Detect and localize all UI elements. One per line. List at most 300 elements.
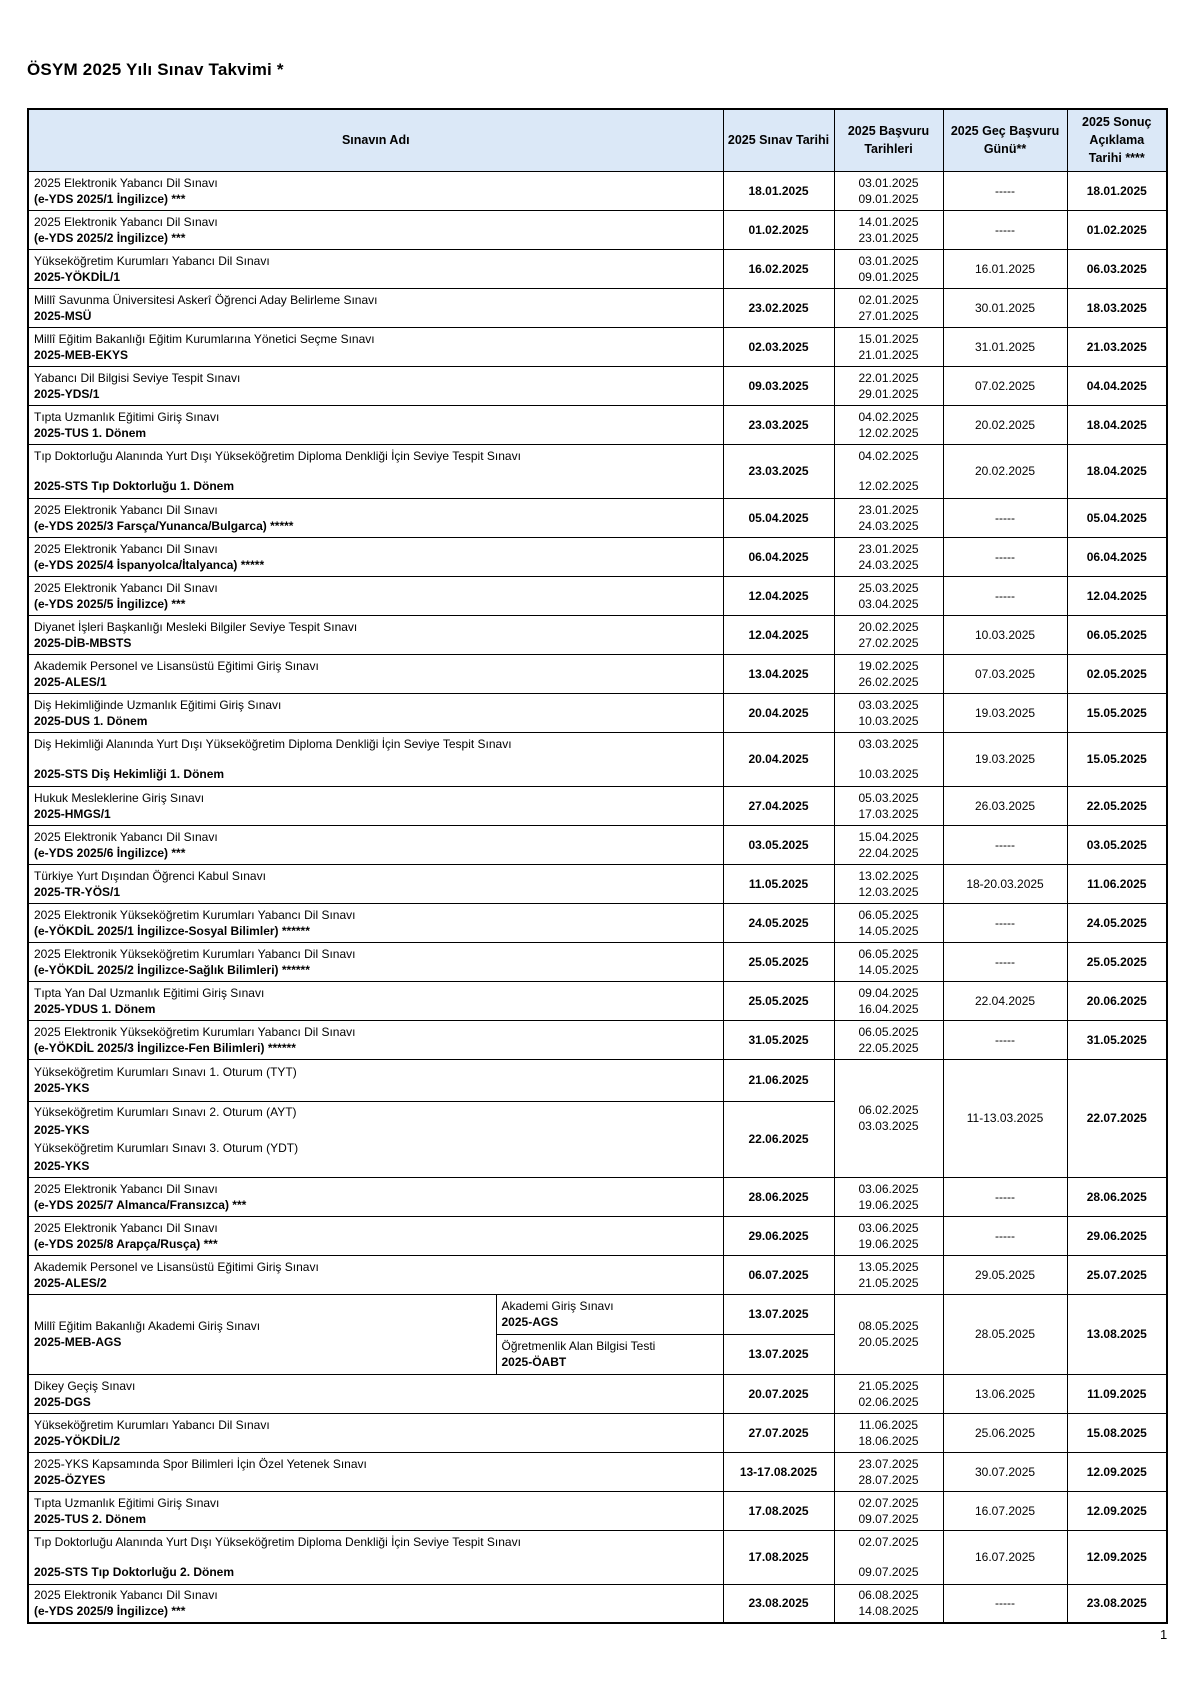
- exam-date-cell-value: 13.04.2025: [748, 666, 809, 681]
- result-date-cell: [1067, 1177, 1167, 1216]
- late-application-cell: [943, 537, 1067, 576]
- application-dates-content: [839, 370, 939, 402]
- application-date-line: 23.01.2025: [858, 502, 919, 517]
- exam-date-cell-value: 17.08.2025: [748, 1550, 809, 1564]
- application-dates-content: [839, 790, 939, 822]
- application-dates-cell: [834, 1255, 943, 1294]
- exam-name-cell: [28, 1491, 723, 1530]
- result-date-cell-value: 18.04.2025: [1086, 417, 1147, 432]
- application-dates-content: [839, 175, 939, 207]
- exam-name-line: 2025-YDS/1: [34, 386, 100, 401]
- exam-name-line: 2025-ALES/1: [34, 674, 107, 689]
- exam-name-cell: [28, 1413, 723, 1452]
- late-application-cell-value: 18-20.03.2025: [966, 876, 1044, 891]
- exam-name-content: [34, 1103, 719, 1175]
- application-dates-cell: [834, 1584, 943, 1623]
- application-date-line: 03.04.2025: [858, 596, 919, 611]
- application-date-line: 28.07.2025: [858, 1472, 919, 1487]
- exam-name-line: 2025-DGS: [34, 1394, 91, 1409]
- application-date-line: 23.01.2025: [858, 230, 919, 245]
- late-application-cell-value: 20.02.2025: [974, 417, 1036, 432]
- exam-name-line: (e-YÖKDİL 2025/1 İngilizce-Sosyal Bilimler) ******: [34, 923, 310, 938]
- result-date-cell: [1067, 1530, 1167, 1584]
- exam-date-cell-value: 03.05.2025: [748, 837, 809, 852]
- application-dates-content: [839, 580, 939, 612]
- late-application-cell-value: -----: [995, 954, 1015, 969]
- exam-name-cell: [28, 498, 723, 537]
- exam-date-cell-value: 01.02.2025: [748, 222, 809, 237]
- exam-name-cell: [28, 786, 723, 825]
- exam-row: [28, 171, 1167, 210]
- exam-name-line: Yükseköğretim Kurumları Yabancı Dil Sınavı: [34, 253, 270, 268]
- application-dates-content: [839, 736, 939, 782]
- late-application-cell-value: -----: [995, 837, 1015, 852]
- result-date-cell-value: 18.01.2025: [1086, 183, 1147, 198]
- exam-row: [28, 1294, 1167, 1334]
- exam-name-line: Yükseköğretim Kurumları Yabancı Dil Sınavı: [34, 1417, 270, 1432]
- exam-date-cell-value: 13.07.2025: [748, 1347, 809, 1361]
- exam-row: [28, 288, 1167, 327]
- result-date-cell-value: 12.09.2025: [1086, 1464, 1147, 1479]
- exam-date-cell: [723, 366, 834, 405]
- application-date-line: 09.01.2025: [858, 269, 919, 284]
- exam-date-cell-value: 25.05.2025: [748, 954, 809, 969]
- exam-name-content: [34, 946, 719, 978]
- late-application-cell-value: -----: [995, 1189, 1015, 1204]
- result-date-cell-value: 03.05.2025: [1086, 837, 1147, 852]
- application-dates-content: [839, 1259, 939, 1291]
- late-application-cell: [943, 405, 1067, 444]
- application-dates-content: [839, 697, 939, 729]
- exam-name-cell: [28, 537, 723, 576]
- application-dates-content: [839, 1024, 939, 1056]
- result-date-cell-value: 25.07.2025: [1086, 1267, 1147, 1282]
- late-application-cell: [943, 1452, 1067, 1491]
- exam-name-cell: [28, 981, 723, 1020]
- application-dates-cell: [834, 1177, 943, 1216]
- exam-date-cell: [723, 615, 834, 654]
- exam-row: [28, 825, 1167, 864]
- result-date-cell-value: 22.05.2025: [1086, 798, 1147, 813]
- late-application-cell-value: 10.03.2025: [974, 627, 1036, 642]
- result-date-cell-value: 24.05.2025: [1086, 915, 1147, 930]
- exam-name-content: [34, 292, 719, 324]
- result-date-cell: [1067, 1491, 1167, 1530]
- application-date-line: 06.08.2025: [858, 1588, 919, 1603]
- exam-date-cell: [723, 1177, 834, 1216]
- exam-name-content: [34, 1181, 719, 1213]
- result-date-cell: [1067, 210, 1167, 249]
- exam-name-line: 2025 Elektronik Yabancı Dil Sınavı: [34, 502, 218, 517]
- exam-name-content: [34, 790, 719, 822]
- exam-name-main-cell: [28, 1294, 496, 1374]
- exam-name-line: 2025-YKS Kapsamında Spor Bilimleri İçin Özel Yetenek Sınavı: [34, 1456, 367, 1471]
- exam-name-line: 2025-YKS: [34, 1081, 90, 1095]
- exam-date-cell: [723, 171, 834, 210]
- exam-name-cell: [28, 1584, 723, 1623]
- exam-name-content: [34, 1456, 719, 1488]
- exam-row: [28, 1530, 1167, 1584]
- late-application-cell-value: 22.04.2025: [974, 993, 1036, 1008]
- result-date-cell-value: 23.08.2025: [1086, 1596, 1147, 1611]
- application-dates-content: [839, 907, 939, 939]
- result-date-cell: [1067, 1059, 1167, 1177]
- application-date-line: 06.05.2025: [858, 946, 919, 961]
- application-date-line: 03.03.2025: [858, 697, 919, 712]
- late-application-cell-value: -----: [995, 1228, 1015, 1243]
- exam-date-cell-value: 23.08.2025: [748, 1596, 809, 1611]
- exam-name-line: 2025-YÖKDİL/1: [34, 269, 121, 284]
- exam-name-cell: [28, 942, 723, 981]
- late-application-cell-value: -----: [995, 549, 1015, 564]
- late-application-cell: [943, 786, 1067, 825]
- application-dates-cell: [834, 693, 943, 732]
- exam-name-line: 2025-TUS 1. Dönem: [34, 425, 147, 440]
- application-dates-content: [839, 1220, 939, 1252]
- exam-name-cell: [28, 1101, 723, 1177]
- exam-name-cell: [28, 615, 723, 654]
- exam-date-cell-value: 02.03.2025: [748, 339, 809, 354]
- late-application-cell: [943, 732, 1067, 786]
- application-dates-content: [839, 1417, 939, 1449]
- exam-date-cell: [723, 1294, 834, 1334]
- exam-date-cell: [723, 576, 834, 615]
- application-date-line: 09.07.2025: [858, 1511, 919, 1526]
- exam-name-line: (e-YDS 2025/7 Almanca/Fransızca) ***: [34, 1197, 247, 1212]
- result-date-cell: [1067, 864, 1167, 903]
- exam-date-cell: [723, 498, 834, 537]
- exam-name-content: [34, 1417, 719, 1449]
- column-header-result-date: 2025 Sonuç Açıklama Tarihi ****: [1067, 109, 1167, 171]
- exam-row: [28, 537, 1167, 576]
- result-date-cell: [1067, 405, 1167, 444]
- application-date-line: 12.02.2025: [858, 479, 919, 493]
- exam-row: [28, 444, 1167, 498]
- application-dates-content: [839, 1181, 939, 1213]
- application-dates-content: [839, 502, 939, 534]
- exam-date-cell-value: 27.07.2025: [748, 1425, 809, 1440]
- application-dates-content: [839, 619, 939, 651]
- exam-date-cell: [723, 1255, 834, 1294]
- exam-row: [28, 366, 1167, 405]
- exam-name-line: 2025 Elektronik Yükseköğretim Kurumları Yabancı Dil Sınavı: [34, 907, 356, 922]
- exam-date-cell: [723, 1452, 834, 1491]
- late-application-cell: [943, 1294, 1067, 1374]
- result-date-cell-value: 06.03.2025: [1086, 261, 1147, 276]
- exam-name-content: [34, 214, 719, 246]
- result-date-cell: [1067, 693, 1167, 732]
- exam-row: [28, 732, 1167, 786]
- exam-date-cell: [723, 1334, 834, 1374]
- exam-name-line: Yükseköğretim Kurumları Sınavı 3. Oturum (YDT): [34, 1141, 299, 1155]
- application-date-line: 13.02.2025: [858, 868, 919, 883]
- exam-date-cell-value: 29.06.2025: [748, 1228, 809, 1243]
- exam-date-cell: [723, 1491, 834, 1530]
- late-application-cell-value: 16.07.2025: [974, 1550, 1036, 1564]
- exam-name-content: [34, 253, 719, 285]
- exam-date-cell-value: 12.04.2025: [748, 588, 809, 603]
- application-date-line: 25.03.2025: [858, 580, 919, 595]
- application-date-line: 27.02.2025: [858, 635, 919, 650]
- application-dates-cell: [834, 864, 943, 903]
- result-date-cell-value: 05.04.2025: [1086, 510, 1147, 525]
- exam-name-line: 2025-YKS: [34, 1123, 90, 1137]
- exam-name-line: Diyanet İşleri Başkanlığı Mesleki Bilgiler Seviye Tespit Sınavı: [34, 619, 358, 634]
- application-dates-cell: [834, 732, 943, 786]
- exam-date-cell: [723, 1584, 834, 1623]
- exam-name-content: [34, 409, 719, 441]
- application-date-line: 03.03.2025: [858, 737, 919, 751]
- result-date-cell-value: 01.02.2025: [1086, 222, 1147, 237]
- exam-name-cell: [28, 732, 723, 786]
- exam-name-cell: [28, 864, 723, 903]
- application-dates-content: [839, 985, 939, 1017]
- application-dates-cell: [834, 288, 943, 327]
- exam-row: [28, 1059, 1167, 1101]
- exam-name-cell: [28, 1374, 723, 1413]
- exam-name-line: 2025-TR-YÖS/1: [34, 884, 121, 899]
- application-dates-cell: [834, 576, 943, 615]
- exam-name-cell: [28, 1452, 723, 1491]
- exam-date-cell: [723, 288, 834, 327]
- application-dates-content: [839, 1102, 939, 1134]
- exam-name-line: 2025-YKS: [34, 1159, 90, 1173]
- exam-date-cell-value: 18.01.2025: [748, 183, 809, 198]
- late-application-cell: [943, 210, 1067, 249]
- exam-date-cell: [723, 732, 834, 786]
- exam-name-content: [34, 736, 719, 782]
- exam-name-line: 2025 Elektronik Yabancı Dil Sınavı: [34, 1588, 218, 1603]
- application-date-line: 03.01.2025: [858, 253, 919, 268]
- exam-name-line: (e-YÖKDİL 2025/3 İngilizce-Fen Bilimleri) ******: [34, 1040, 296, 1055]
- application-date-line: 02.06.2025: [858, 1394, 919, 1409]
- late-application-cell-value: 19.03.2025: [974, 752, 1036, 766]
- exam-name-line: (e-YDS 2025/2 İngilizce) ***: [34, 230, 186, 245]
- application-date-line: 22.01.2025: [858, 370, 919, 385]
- application-dates-cell: [834, 171, 943, 210]
- exam-date-cell: [723, 444, 834, 498]
- result-date-cell-value: 18.03.2025: [1086, 300, 1147, 315]
- application-date-line: 14.08.2025: [858, 1604, 919, 1619]
- exam-name-line: Akademi Giriş Sınavı: [501, 1299, 614, 1313]
- exam-date-cell-value: 20.07.2025: [748, 1386, 809, 1401]
- exam-name-content: [34, 1024, 719, 1056]
- exam-date-cell-value: 23.03.2025: [748, 464, 809, 478]
- application-date-line: 22.04.2025: [858, 845, 919, 860]
- exam-name-line: 2025-HMGS/1: [34, 806, 111, 821]
- exam-name-cell: [28, 825, 723, 864]
- exam-date-cell-value: 20.04.2025: [748, 752, 809, 766]
- exam-name-line: Diş Hekimliği Alanında Yurt Dışı Yükseköğretim Diploma Denkliği İçin Seviye Tespit Sınavı: [34, 737, 512, 751]
- result-date-cell: [1067, 171, 1167, 210]
- application-dates-cell: [834, 1374, 943, 1413]
- late-application-cell-value: 16.01.2025: [974, 261, 1036, 276]
- application-dates-cell: [834, 405, 943, 444]
- application-dates-cell: [834, 249, 943, 288]
- application-dates-content: [839, 214, 939, 246]
- application-date-line: 06.05.2025: [858, 907, 919, 922]
- exam-date-cell-value: 23.03.2025: [748, 417, 809, 432]
- late-application-cell: [943, 1374, 1067, 1413]
- exam-date-cell: [723, 825, 834, 864]
- result-date-cell: [1067, 942, 1167, 981]
- exam-name-line: Yükseköğretim Kurumları Sınavı 1. Oturum (TYT): [34, 1065, 297, 1079]
- exam-name-line: Millî Eğitim Bakanlığı Akademi Giriş Sınavı: [34, 1319, 261, 1333]
- exam-name-cell: [28, 444, 723, 498]
- result-date-cell-value: 06.05.2025: [1086, 627, 1147, 642]
- exam-row: [28, 498, 1167, 537]
- exam-row: [28, 576, 1167, 615]
- late-application-cell: [943, 171, 1067, 210]
- exam-name-cell: [28, 1177, 723, 1216]
- application-date-line: 16.04.2025: [858, 1001, 919, 1016]
- application-date-line: 10.03.2025: [858, 767, 919, 781]
- exam-name-sub-cell: [496, 1294, 723, 1334]
- result-date-cell: [1067, 654, 1167, 693]
- page-number: 1: [1160, 1627, 1168, 1642]
- application-date-line: 02.07.2025: [858, 1495, 919, 1510]
- application-date-line: 14.05.2025: [858, 923, 919, 938]
- application-dates-cell: [834, 366, 943, 405]
- application-date-line: 24.03.2025: [858, 518, 919, 533]
- result-date-cell: [1067, 444, 1167, 498]
- result-date-cell: [1067, 366, 1167, 405]
- exam-date-cell-value: 16.02.2025: [748, 261, 809, 276]
- result-date-cell: [1067, 1216, 1167, 1255]
- exam-name-content: [34, 1534, 719, 1580]
- application-date-line: 13.05.2025: [858, 1259, 919, 1274]
- late-application-cell: [943, 903, 1067, 942]
- result-date-cell-value: 12.09.2025: [1086, 1550, 1147, 1564]
- application-dates-content: [839, 1534, 939, 1580]
- application-dates-cell: [834, 615, 943, 654]
- result-date-cell: [1067, 1020, 1167, 1059]
- late-application-cell: [943, 288, 1067, 327]
- exam-date-cell: [723, 864, 834, 903]
- late-application-cell: [943, 654, 1067, 693]
- exam-row: [28, 1584, 1167, 1623]
- application-dates-cell: [834, 498, 943, 537]
- late-application-cell: [943, 444, 1067, 498]
- application-dates-cell: [834, 1020, 943, 1059]
- application-date-line: 21.05.2025: [858, 1378, 919, 1393]
- application-dates-content: [839, 331, 939, 363]
- application-date-line: 03.01.2025: [858, 175, 919, 190]
- exam-name-content: [34, 1378, 719, 1410]
- late-application-cell-value: 25.06.2025: [974, 1425, 1036, 1440]
- application-dates-cell: [834, 654, 943, 693]
- exam-name-cell: [28, 288, 723, 327]
- exam-name-line: 2025-ÖABT: [501, 1355, 567, 1369]
- exam-name-content: [34, 1259, 719, 1291]
- result-date-cell: [1067, 327, 1167, 366]
- late-application-cell-value: 07.03.2025: [974, 666, 1036, 681]
- application-date-line: 22.05.2025: [858, 1040, 919, 1055]
- result-date-cell-value: 02.05.2025: [1086, 666, 1147, 681]
- result-date-cell-value: 13.08.2025: [1086, 1327, 1147, 1341]
- exam-date-cell-value: 31.05.2025: [748, 1032, 809, 1047]
- exam-name-content: [502, 1338, 719, 1370]
- exam-name-content: [34, 697, 719, 729]
- application-dates-cell: [834, 1452, 943, 1491]
- exam-name-line: Yabancı Dil Bilgisi Seviye Tespit Sınavı: [34, 370, 241, 385]
- column-header-late-application: 2025 Geç Başvuru Günü**: [943, 109, 1067, 171]
- late-application-cell: [943, 327, 1067, 366]
- exam-date-cell-value: 27.04.2025: [748, 798, 809, 813]
- exam-name-line: Hukuk Mesleklerine Giriş Sınavı: [34, 790, 205, 805]
- exam-name-line: (e-YDS 2025/6 İngilizce) ***: [34, 845, 186, 860]
- application-dates-cell: [834, 444, 943, 498]
- exam-row: [28, 1020, 1167, 1059]
- exam-name-content: [34, 1318, 492, 1350]
- late-application-cell-value: -----: [995, 588, 1015, 603]
- application-dates-content: [839, 946, 939, 978]
- application-date-line: 03.06.2025: [858, 1220, 919, 1235]
- result-date-cell-value: 31.05.2025: [1086, 1032, 1147, 1047]
- exam-date-cell: [723, 786, 834, 825]
- exam-table-body: [28, 171, 1167, 1623]
- exam-name-line: Akademik Personel ve Lisansüstü Eğitimi Giriş Sınavı: [34, 1259, 319, 1274]
- late-application-cell-value: 11-13.03.2025: [966, 1111, 1044, 1125]
- exam-name-line: 2025 Elektronik Yabancı Dil Sınavı: [34, 580, 218, 595]
- exam-name-line: (e-YDS 2025/3 Farsça/Yunanca/Bulgarca) *****: [34, 518, 294, 533]
- exam-date-cell-value: 17.08.2025: [748, 1503, 809, 1518]
- exam-name-sub-cell: [496, 1334, 723, 1374]
- late-application-cell-value: 28.05.2025: [974, 1327, 1036, 1341]
- application-dates-content: [839, 868, 939, 900]
- exam-name-cell: [28, 366, 723, 405]
- application-date-line: 21.01.2025: [858, 347, 919, 362]
- application-date-line: 17.03.2025: [858, 806, 919, 821]
- application-date-line: 19.06.2025: [858, 1197, 919, 1212]
- exam-date-cell-value: 21.06.2025: [748, 1073, 809, 1087]
- late-application-cell: [943, 1584, 1067, 1623]
- exam-date-cell: [723, 1216, 834, 1255]
- exam-name-line: 2025-TUS 2. Dönem: [34, 1511, 147, 1526]
- application-date-line: 03.03.2025: [858, 1119, 919, 1133]
- exam-date-cell-value: 22.06.2025: [748, 1132, 809, 1146]
- exam-name-line: 2025-STS Diş Hekimliği 1. Dönem: [34, 767, 225, 781]
- exam-name-cell: [28, 405, 723, 444]
- application-date-line: 20.02.2025: [858, 619, 919, 634]
- late-application-cell-value: 31.01.2025: [974, 339, 1036, 354]
- exam-name-content: [34, 541, 719, 573]
- application-dates-content: [839, 1495, 939, 1527]
- late-application-cell: [943, 1020, 1067, 1059]
- exam-name-content: [34, 1064, 719, 1096]
- exam-name-line: Millî Savunma Üniversitesi Askerî Öğrenci Aday Belirleme Sınavı: [34, 292, 378, 307]
- application-dates-content: [839, 448, 939, 494]
- application-dates-content: [839, 541, 939, 573]
- exam-name-content: [34, 1587, 719, 1619]
- application-date-line: 14.05.2025: [858, 962, 919, 977]
- exam-name-line: Türkiye Yurt Dışından Öğrenci Kabul Sınavı: [34, 868, 266, 883]
- exam-name-line: (e-YDS 2025/9 İngilizce) ***: [34, 1604, 186, 1619]
- exam-date-cell: [723, 1413, 834, 1452]
- application-date-line: 06.05.2025: [858, 1024, 919, 1039]
- exam-name-line: 2025-YDUS 1. Dönem: [34, 1001, 156, 1016]
- exam-name-line: Tıp Doktorluğu Alanında Yurt Dışı Yükseköğretim Diploma Denkliği İçin Seviye Tespit Sınavı: [34, 449, 521, 463]
- late-application-cell: [943, 981, 1067, 1020]
- result-date-cell: [1067, 981, 1167, 1020]
- application-date-line: 19.02.2025: [858, 658, 919, 673]
- exam-row: [28, 786, 1167, 825]
- result-date-cell-value: 20.06.2025: [1086, 993, 1147, 1008]
- exam-date-cell-value: 20.04.2025: [748, 705, 809, 720]
- exam-name-line: Yükseköğretim Kurumları Sınavı 2. Oturum (AYT): [34, 1105, 297, 1119]
- exam-row: [28, 942, 1167, 981]
- late-application-cell: [943, 864, 1067, 903]
